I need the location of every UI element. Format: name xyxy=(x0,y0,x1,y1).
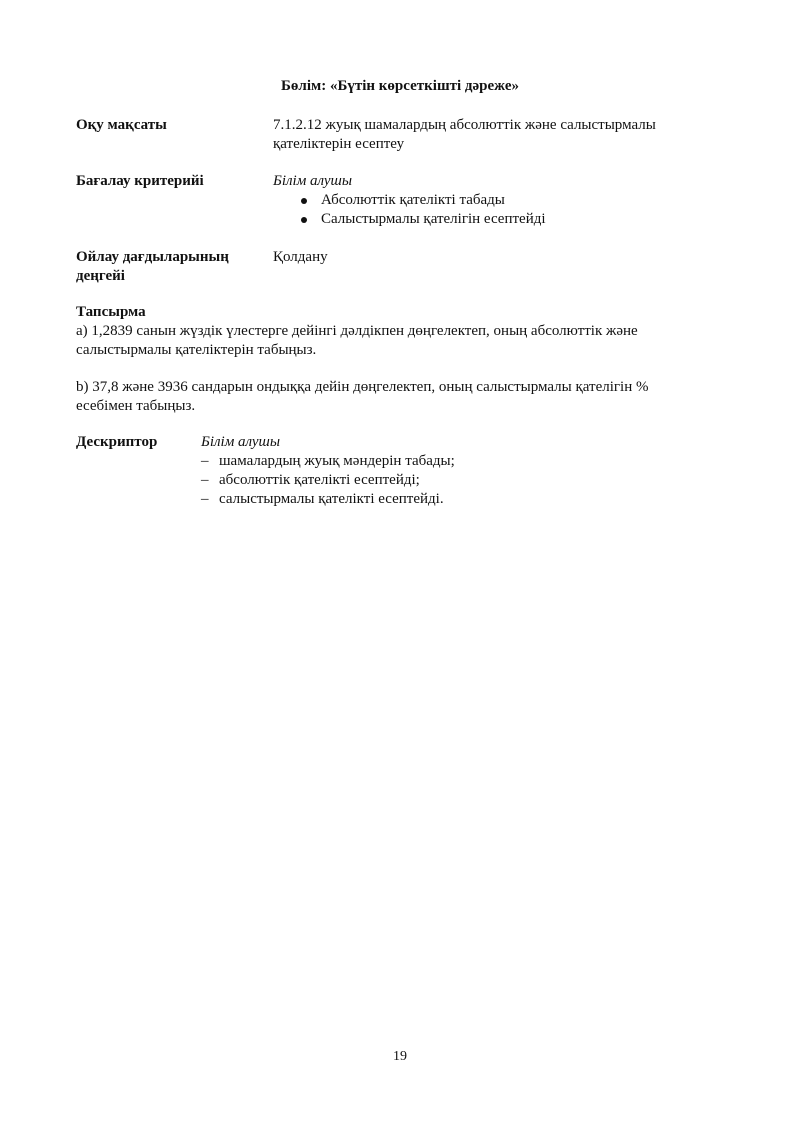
assessment-bullet-text: Салыстырмалы қателігін есептейді xyxy=(321,211,546,227)
descriptor-item-text: шамалардың жуық мәндерін табады; xyxy=(219,453,455,469)
assessment-content xyxy=(273,172,546,229)
descriptor-item xyxy=(201,471,455,490)
dash-icon: – xyxy=(201,491,209,507)
thinking-label-line-1: Ойлау дағдыларының xyxy=(76,249,229,265)
descriptor-item-text: абсолюттік қателікті есептейді; xyxy=(219,472,420,488)
bullet-icon xyxy=(301,217,307,223)
bullet-icon xyxy=(301,198,307,204)
descriptor-label: Дескриптор xyxy=(76,434,158,450)
task-heading: Тапсырма xyxy=(76,304,146,320)
descriptor-subject: Білім алушы xyxy=(201,434,281,450)
thinking-label xyxy=(76,248,229,286)
task-b-line-2: есебімен табыңыз. xyxy=(76,398,196,414)
dash-icon: – xyxy=(201,453,209,469)
task-b-block xyxy=(76,378,726,416)
assessment-bullet-item xyxy=(273,191,546,210)
task-a-line-2: салыстырмалы қателіктерін табыңыз. xyxy=(76,342,317,358)
task-b-line-1: b) 37,8 және 3936 сандарын ондыққа дейін дөңгелектеп, оның салыстырмалы қателігін % xyxy=(76,379,649,395)
assessment-bullet-text: Абсолюттік қателікті табады xyxy=(321,192,505,208)
descriptor-item-text: салыстырмалы қателікті есептейді. xyxy=(219,491,444,507)
learning-goal-label: Оқу мақсаты xyxy=(76,117,167,133)
learning-goal-text xyxy=(273,116,656,154)
descriptor-content xyxy=(201,433,455,509)
task-a-line-1: a) 1,2839 санын жүздік үлестерге дейінгі дәлдікпен дөңгелектеп, оның абсолюттік және xyxy=(76,323,638,339)
assessment-bullet-item xyxy=(273,210,546,229)
descriptor-item xyxy=(201,452,455,471)
assessment-label: Бағалау критерийі xyxy=(76,173,204,189)
descriptor-item xyxy=(201,490,455,509)
assessment-bullet-list xyxy=(273,191,546,229)
learning-goal-line-2: қателіктерін есептеу xyxy=(273,136,405,152)
dash-icon: – xyxy=(201,472,209,488)
section-title: Бөлім: «Бүтін көрсеткішті дәреже» xyxy=(280,78,519,94)
thinking-label-line-2: деңгейі xyxy=(76,268,125,284)
task-block xyxy=(76,303,726,360)
thinking-value: Қолдану xyxy=(273,249,328,265)
page-number: 19 xyxy=(393,1049,407,1064)
assessment-subject: Білім алушы xyxy=(273,173,353,189)
learning-goal-line-1: 7.1.2.12 жуық шамалардың абсолюттік және салыстырмалы xyxy=(273,117,656,133)
descriptor-list xyxy=(201,452,455,509)
